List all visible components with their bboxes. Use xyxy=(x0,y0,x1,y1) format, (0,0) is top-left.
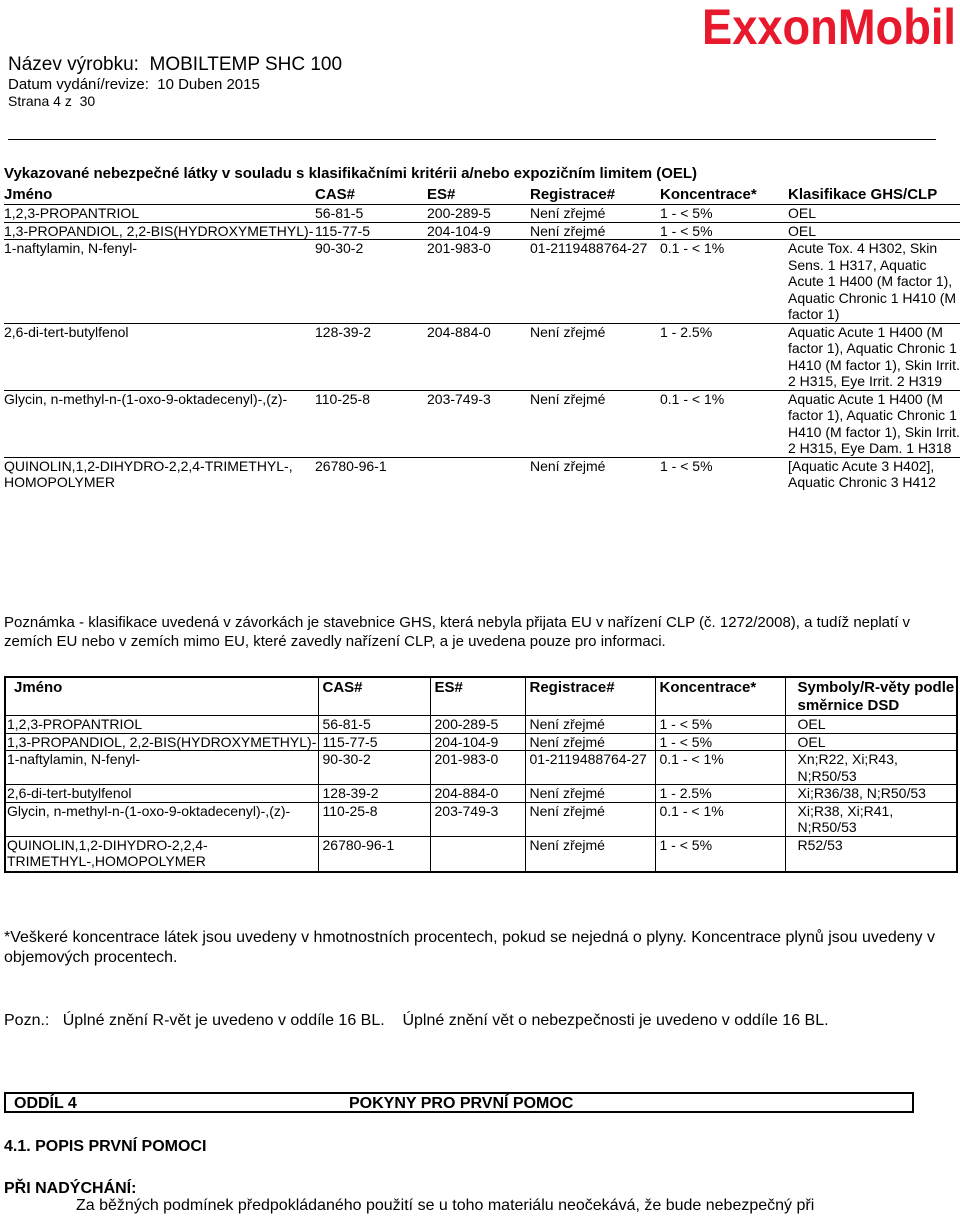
oel-header-concentration: Koncentrace* xyxy=(660,186,757,203)
cell-registration: 01-2119488764-27 xyxy=(530,240,660,324)
cell-cas: 115-77-5 xyxy=(318,733,430,751)
cell-registration: 01-2119488764-27 xyxy=(525,751,655,785)
cell-es: 200-289-5 xyxy=(427,205,530,223)
cell-registration: Není zřejmé xyxy=(530,222,660,240)
cell-cas: 56-81-5 xyxy=(315,205,427,223)
cell-cas: 115-77-5 xyxy=(315,222,427,240)
page-label: Strana 4 z xyxy=(8,93,72,109)
cell-registration: Není zřejmé xyxy=(525,785,655,803)
cell-concentration: 1 - 2.5% xyxy=(655,785,785,803)
cell-registration: Není zřejmé xyxy=(525,802,655,836)
logo-graphic xyxy=(700,0,958,52)
cell-name: QUINOLIN,1,2-DIHYDRO-2,2,4-TRIMETHYL-,HOMOPOLYMER xyxy=(5,836,318,872)
table-row xyxy=(4,240,960,324)
product-name-line xyxy=(8,54,342,76)
logo-wordmark: ExxonMobil xyxy=(702,0,956,52)
cell-registration: Není zřejmé xyxy=(525,733,655,751)
table-row xyxy=(4,205,960,223)
cell-name: 1,3-PROPANDIOL, 2,2-BIS(HYDROXYMETHYL)- xyxy=(4,222,314,239)
oel-table-header xyxy=(4,186,960,205)
cell-concentration: 1 - < 5% xyxy=(660,457,713,474)
cell-classification: Aquatic Acute 1 H400 (M factor 1), Aquatic Chronic 1 H410 (M factor 1), Skin Irrit. 2 H315, Eye Dam. 1 H318 xyxy=(788,390,960,456)
cell-registration: Není zřejmé xyxy=(530,205,660,223)
cell-es: 201-983-0 xyxy=(430,751,525,785)
table-row xyxy=(4,457,960,491)
cell-symbols: Xi;R38, Xi;R41, N;R50/53 xyxy=(785,802,957,836)
oel-header-es: ES# xyxy=(427,186,456,203)
cell-name: 1,2,3-PROPANTRIOL xyxy=(5,716,318,734)
cell-name: 1-naftylamin, N-fenyl- xyxy=(4,240,315,324)
concentration-footnote: *Veškeré koncentrace látek jsou uvedeny v hmotnostních procentech, pokud se nejedná o plyny. Koncentrace plynů jsou uvedeny v objemových procentech. xyxy=(4,929,935,966)
cell-symbols: Xi;R36/38, N;R50/53 xyxy=(785,785,957,803)
cell-cas: 26780-96-1 xyxy=(315,457,387,474)
cell-symbols: OEL xyxy=(785,733,957,751)
oel-table-title: Vykazované nebezpečné látky v souladu s klasifikačními kritérii a/nebo expozičním limitem (OEL) xyxy=(4,165,698,182)
cell-concentration: 1 - < 5% xyxy=(655,733,785,751)
dsd-header-name: Jméno xyxy=(5,677,318,716)
cell-classification: [Aquatic Acute 3 H402], Aquatic Chronic 3 H412 xyxy=(788,457,936,490)
cell-concentration: 0.1 - < 1% xyxy=(660,390,788,457)
table-row xyxy=(5,785,957,803)
dsd-header-concentration: Koncentrace* xyxy=(655,677,785,716)
cell-cas: 128-39-2 xyxy=(318,785,430,803)
cell-es: 204-884-0 xyxy=(427,323,530,390)
cell-concentration: 1 - < 5% xyxy=(660,205,788,223)
cell-symbols: OEL xyxy=(785,716,957,734)
cell-es: 204-104-9 xyxy=(427,222,530,240)
date-value: 10 Duben 2015 xyxy=(157,76,260,93)
table-row xyxy=(4,222,960,240)
cell-concentration: 1 - 2.5% xyxy=(660,323,788,390)
cell-classification: OEL xyxy=(788,205,960,223)
oel-header-name: Jméno xyxy=(4,186,53,203)
cell-classification: Aquatic Acute 1 H400 (M factor 1), Aquatic Chronic 1 H410 (M factor 1), Skin Irrit. 2 H315, Eye Irrit. 2 H319 xyxy=(788,323,960,389)
cell-es: 201-983-0 xyxy=(427,240,530,324)
cell-name: QUINOLIN,1,2-DIHYDRO-2,2,4-TRIMETHYL-, HOMOPOLYMER xyxy=(4,457,293,490)
dsd-header-cas: CAS# xyxy=(318,677,430,716)
ghs-classification-note: Poznámka - klasifikace uvedená v závorkách je stavebnice GHS, která nebyla přijata EU v nařízení CLP (č. 1272/2008), a tudíž neplatí v zemích EU nebo v zemích mimo EU, které zavedly nařízení CLP, a je uvedena pouze pro informaci. xyxy=(4,614,911,650)
dsd-header-symbols: Symboly/R-věty podle směrnice DSD xyxy=(785,677,957,716)
table-row xyxy=(5,733,957,751)
cell-es: 200-289-5 xyxy=(430,716,525,734)
cell-es xyxy=(427,457,530,491)
pozn-label: Pozn.: xyxy=(4,1012,50,1029)
section-title: POKYNY PRO PRVNÍ POMOC xyxy=(349,1095,574,1112)
cell-cas: 110-25-8 xyxy=(318,802,430,836)
cell-name: 1-naftylamin, N-fenyl- xyxy=(5,751,318,785)
cell-cas: 128-39-2 xyxy=(315,323,427,390)
oel-table xyxy=(4,186,960,491)
oel-header-cas: CAS# xyxy=(315,186,356,203)
product-label: Název výrobku: xyxy=(8,54,139,75)
subsection-title: 4.1. POPIS PRVNÍ POMOCI xyxy=(4,1138,207,1155)
inhalation-text: Za běžných podmínek předpokládaného použití se u toho materiálu neočekává, že bude nebezpečný při xyxy=(76,1197,815,1214)
cell-cas: 26780-96-1 xyxy=(318,836,430,872)
cell-name: 1,3-PROPANDIOL, 2,2-BIS(HYDROXYMETHYL)- xyxy=(7,733,317,750)
cell-name: 1,2,3-PROPANTRIOL xyxy=(4,205,315,223)
section-number: ODDÍL 4 xyxy=(14,1095,77,1112)
inhalation-label: PŘI NADÝCHÁNÍ: xyxy=(4,1180,137,1197)
cell-concentration: 0.1 - < 1% xyxy=(655,802,785,836)
pozn-note xyxy=(4,1011,829,1031)
cell-classification: Acute Tox. 4 H302, Skin Sens. 1 H317, Aquatic Acute 1 H400 (M factor 1), Aquatic Chronic 1 H410 (M factor 1) xyxy=(788,240,960,324)
cell-name: 2,6-di-tert-butylfenol xyxy=(5,785,318,803)
pozn-r-phrases: Úplné znění R-vět je uvedeno v oddíle 16 BL. xyxy=(62,1012,385,1029)
table-row xyxy=(5,751,957,785)
cell-concentration: 0.1 - < 1% xyxy=(655,751,785,785)
cell-name: Glycin, n-methyl-n-(1-oxo-9-oktadecenyl)-,(z)- xyxy=(5,802,318,836)
cell-classification: OEL xyxy=(788,222,960,240)
cell-concentration: 1 - < 5% xyxy=(655,836,785,872)
cell-concentration: 0.1 - < 1% xyxy=(660,240,788,324)
cell-concentration: 1 - < 5% xyxy=(660,222,788,240)
oel-header-registration: Registrace# xyxy=(530,186,616,203)
table-row xyxy=(5,802,957,836)
cell-cas: 90-30-2 xyxy=(315,240,427,324)
header-divider xyxy=(8,139,936,140)
exxonmobil-logo xyxy=(700,0,958,52)
oel-header-classification: Klasifikace GHS/CLP xyxy=(788,186,938,203)
cell-registration: Není zřejmé xyxy=(530,323,660,390)
cell-es: 203-749-3 xyxy=(427,390,530,457)
page-number-line xyxy=(8,93,95,110)
table-row xyxy=(5,836,957,872)
section-header xyxy=(4,1092,914,1113)
dsd-header-es: ES# xyxy=(430,677,525,716)
cell-cas: 56-81-5 xyxy=(318,716,430,734)
table-row xyxy=(5,716,957,734)
cell-symbols: R52/53 xyxy=(785,836,957,872)
cell-registration: Není zřejmé xyxy=(530,457,606,474)
cell-registration: Není zřejmé xyxy=(525,716,655,734)
cell-cas: 110-25-8 xyxy=(315,390,427,457)
cell-registration: Není zřejmé xyxy=(530,390,660,457)
table-row xyxy=(4,390,960,457)
cell-es: 203-749-3 xyxy=(430,802,525,836)
cell-es: 204-104-9 xyxy=(430,733,525,751)
pozn-hazard-statements: Úplné znění vět o nebezpečnosti je uvedeno v oddíle 16 BL. xyxy=(402,1012,829,1029)
dsd-table-header xyxy=(5,677,957,716)
date-label: Datum vydání/revize: xyxy=(8,76,149,93)
cell-es: 204-884-0 xyxy=(430,785,525,803)
page-total: 30 xyxy=(79,93,96,109)
cell-concentration: 1 - < 5% xyxy=(655,716,785,734)
dsd-table xyxy=(4,676,958,873)
product-name: MOBILTEMP SHC 100 xyxy=(149,54,343,75)
cell-es xyxy=(430,836,525,872)
cell-cas: 90-30-2 xyxy=(318,751,430,785)
cell-symbols: Xn;R22, Xi;R43, N;R50/53 xyxy=(785,751,957,785)
revision-date-line xyxy=(8,76,260,94)
cell-registration: Není zřejmé xyxy=(525,836,655,872)
cell-name: 2,6-di-tert-butylfenol xyxy=(4,323,315,390)
cell-name: Glycin, n-methyl-n-(1-oxo-9-oktadecenyl)-,(z)- xyxy=(4,390,315,457)
dsd-header-registration: Registrace# xyxy=(525,677,655,716)
table-row xyxy=(4,323,960,390)
